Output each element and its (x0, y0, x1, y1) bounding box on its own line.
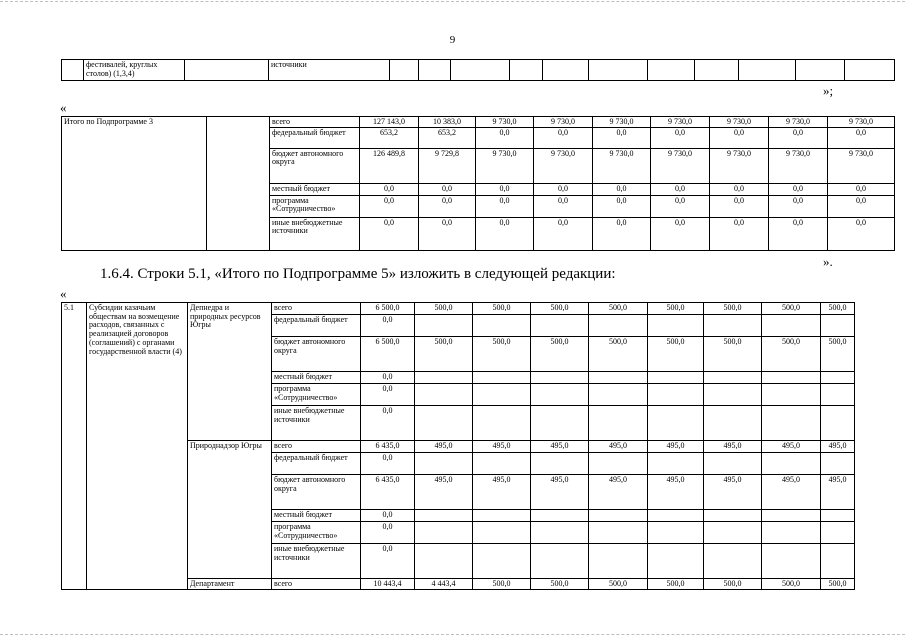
value-cell (821, 522, 855, 544)
value-cell (473, 510, 531, 522)
value-cell: 6 435,0 (361, 441, 415, 453)
funding-source-label: всего (270, 117, 360, 128)
value-cell (704, 384, 762, 406)
value-cell: 0,0 (361, 372, 415, 384)
value-cell: 0,0 (769, 217, 828, 250)
value-cell (762, 384, 821, 406)
value-cell: 9 730,0 (710, 148, 769, 183)
value-cell (415, 544, 473, 579)
value-cell (704, 453, 762, 475)
funding-source-label: программа «Сотрудничество» (272, 384, 361, 406)
value-cell: 10 383,0 (419, 117, 476, 128)
value-cell: 0,0 (769, 183, 828, 195)
value-cell (531, 544, 589, 579)
value-cell: 0,0 (419, 217, 476, 250)
value-cell: 500,0 (415, 337, 473, 372)
value-cell (415, 510, 473, 522)
value-cell: 495,0 (415, 475, 473, 510)
row-number-cell: 5.1 (62, 303, 87, 590)
value-cell: 0,0 (361, 510, 415, 522)
value-cell: 0,0 (361, 522, 415, 544)
value-cell: 0,0 (361, 544, 415, 579)
value-cell (762, 510, 821, 522)
value-cell (419, 60, 451, 81)
value-cell (390, 60, 419, 81)
value-cell: 9 730,0 (651, 148, 710, 183)
value-cell: 0,0 (476, 195, 534, 217)
value-cell (473, 372, 531, 384)
value-cell (648, 406, 704, 441)
value-cell (589, 510, 648, 522)
value-cell: 500,0 (704, 303, 762, 315)
value-cell (589, 60, 648, 81)
table-row (62, 60, 895, 81)
value-cell (762, 372, 821, 384)
scan-edge-top (0, 1, 905, 2)
value-cell: 0,0 (710, 217, 769, 250)
value-cell: 500,0 (821, 337, 855, 372)
value-cell: 500,0 (415, 303, 473, 315)
page-number: 9 (449, 34, 456, 46)
value-cell: 9 730,0 (828, 117, 895, 128)
funding-source-label: всего (272, 441, 361, 453)
value-cell: 0,0 (710, 127, 769, 148)
value-cell: 495,0 (762, 475, 821, 510)
value-cell: 10 443,4 (361, 579, 415, 590)
value-cell: 0,0 (419, 183, 476, 195)
value-cell: 0,0 (534, 195, 593, 217)
value-cell (704, 544, 762, 579)
value-cell: 500,0 (762, 337, 821, 372)
value-cell: 9 730,0 (534, 117, 593, 128)
value-cell (796, 60, 845, 81)
value-cell: 500,0 (589, 303, 648, 315)
value-cell: 495,0 (821, 475, 855, 510)
value-cell (473, 544, 531, 579)
value-cell (589, 406, 648, 441)
table-row (62, 117, 895, 128)
value-cell: 495,0 (648, 475, 704, 510)
funding-source-label: иные внебюджетные источники (270, 217, 360, 250)
value-cell (695, 60, 739, 81)
value-cell (648, 453, 704, 475)
value-cell (415, 406, 473, 441)
value-cell: 653,2 (360, 127, 419, 148)
value-cell (762, 406, 821, 441)
funding-source-label: федеральный бюджет (272, 453, 361, 475)
value-cell: 500,0 (589, 337, 648, 372)
value-cell (648, 522, 704, 544)
value-cell: 9 730,0 (534, 148, 593, 183)
value-cell (531, 453, 589, 475)
value-cell: 495,0 (473, 441, 531, 453)
table-row (62, 303, 855, 315)
value-cell (704, 372, 762, 384)
value-cell: 126 489,8 (360, 148, 419, 183)
value-cell: 127 143,0 (360, 117, 419, 128)
value-cell (704, 315, 762, 337)
value-cell (821, 510, 855, 522)
funding-source-label: федеральный бюджет (272, 315, 361, 337)
value-cell: 0,0 (476, 183, 534, 195)
value-cell: 500,0 (762, 303, 821, 315)
funding-source-label: федеральный бюджет (270, 127, 360, 148)
closing-quote-mark: »; (823, 83, 834, 98)
value-cell: 0,0 (593, 195, 651, 217)
value-cell: 0,0 (361, 406, 415, 441)
value-cell: 0,0 (361, 384, 415, 406)
value-cell: 500,0 (821, 579, 855, 590)
value-cell (648, 384, 704, 406)
value-cell (510, 60, 543, 81)
value-cell (762, 453, 821, 475)
value-cell: 0,0 (651, 183, 710, 195)
value-cell: 9 730,0 (769, 117, 828, 128)
value-cell: 0,0 (593, 217, 651, 250)
value-cell: 495,0 (821, 441, 855, 453)
value-cell: 0,0 (710, 183, 769, 195)
value-cell: 9 730,0 (769, 148, 828, 183)
value-cell: 495,0 (589, 441, 648, 453)
value-cell (648, 315, 704, 337)
value-cell (589, 522, 648, 544)
value-cell (762, 544, 821, 579)
value-cell: 0,0 (593, 183, 651, 195)
value-cell: 500,0 (473, 579, 531, 590)
value-cell (415, 522, 473, 544)
value-cell: 0,0 (476, 217, 534, 250)
subprogram-title-cell: Итого по Подпрограмме 3 (62, 117, 207, 251)
value-cell (415, 315, 473, 337)
value-cell (762, 522, 821, 544)
value-cell (415, 384, 473, 406)
value-cell (473, 453, 531, 475)
value-cell: 500,0 (704, 579, 762, 590)
source-label-cell: источники (269, 60, 390, 81)
value-cell: 500,0 (648, 579, 704, 590)
value-cell (473, 315, 531, 337)
value-cell (821, 544, 855, 579)
value-cell: 9 730,0 (476, 117, 534, 128)
value-cell: 9 730,0 (593, 117, 651, 128)
value-cell: 495,0 (762, 441, 821, 453)
value-cell (473, 406, 531, 441)
number-cell (62, 60, 84, 81)
value-cell (415, 453, 473, 475)
value-cell (543, 60, 589, 81)
table-row-5-1 (61, 302, 855, 590)
value-cell: 500,0 (762, 579, 821, 590)
value-cell: 9 730,0 (651, 117, 710, 128)
value-cell (531, 315, 589, 337)
value-cell (648, 60, 695, 81)
value-cell (648, 544, 704, 579)
value-cell (473, 522, 531, 544)
funding-source-label: иные внебюджетные источники (272, 406, 361, 441)
funding-source-label: иные внебюджетные источники (272, 544, 361, 579)
value-cell: 0,0 (419, 195, 476, 217)
value-cell: 0,0 (361, 315, 415, 337)
value-cell: 495,0 (415, 441, 473, 453)
value-cell: 0,0 (360, 217, 419, 250)
value-cell (821, 406, 855, 441)
value-cell: 500,0 (531, 579, 589, 590)
value-cell (531, 406, 589, 441)
value-cell: 4 443,4 (415, 579, 473, 590)
measure-name-cell: Субсидии казачьим обществам на возмещение расходов, связанных с реализацией договоров (соглашений) с органами государственной власти (4) (87, 303, 188, 590)
value-cell: 0,0 (769, 195, 828, 217)
value-cell: 0,0 (769, 127, 828, 148)
value-cell: 0,0 (534, 217, 593, 250)
value-cell: 500,0 (473, 303, 531, 315)
value-cell (821, 372, 855, 384)
value-cell: 495,0 (531, 475, 589, 510)
value-cell: 500,0 (821, 303, 855, 315)
value-cell: 500,0 (531, 303, 589, 315)
value-cell (531, 372, 589, 384)
scan-edge-bottom (0, 634, 905, 635)
value-cell (451, 60, 510, 81)
value-cell (531, 522, 589, 544)
value-cell: 0,0 (828, 183, 895, 195)
executor-cell (207, 117, 270, 251)
executor-name-cell: Депнедра и природных ресурсов Югры (188, 303, 272, 441)
value-cell: 0,0 (828, 195, 895, 217)
value-cell: 9 730,0 (828, 148, 895, 183)
value-cell (531, 510, 589, 522)
value-cell: 495,0 (704, 475, 762, 510)
value-cell: 0,0 (593, 127, 651, 148)
value-cell (821, 315, 855, 337)
value-cell: 500,0 (648, 337, 704, 372)
value-cell: 0,0 (534, 183, 593, 195)
value-cell: 6 435,0 (361, 475, 415, 510)
value-cell (739, 60, 796, 81)
funding-source-label: бюджет автономного округа (272, 475, 361, 510)
section-heading: 1.6.4. Строки 5.1, «Итого по Подпрограмме 5» изложить в следующей редакции: (100, 266, 616, 282)
value-cell (762, 315, 821, 337)
value-cell: 9 730,0 (710, 117, 769, 128)
value-cell: 495,0 (531, 441, 589, 453)
value-cell: 0,0 (651, 127, 710, 148)
funding-source-label: программа «Сотрудничество» (272, 522, 361, 544)
opening-quote-mark-2: « (60, 286, 67, 301)
value-cell: 653,2 (419, 127, 476, 148)
funding-source-label: программа «Сотрудничество» (270, 195, 360, 217)
value-cell (473, 384, 531, 406)
value-cell (589, 544, 648, 579)
executor-name-cell: Департамент (188, 579, 272, 590)
value-cell: 0,0 (651, 217, 710, 250)
funding-source-label: бюджет автономного округа (270, 148, 360, 183)
value-cell (704, 406, 762, 441)
value-cell: 9 729,8 (419, 148, 476, 183)
value-cell: 0,0 (651, 195, 710, 217)
value-cell: 500,0 (648, 303, 704, 315)
value-cell (821, 384, 855, 406)
executor-name-cell: Природнадзор Югры (188, 441, 272, 579)
funding-source-label: местный бюджет (270, 183, 360, 195)
value-cell: 6 500,0 (361, 303, 415, 315)
value-cell: 0,0 (360, 183, 419, 195)
measure-name-cell: фестивалей, круглых столов) (1,3,4) (84, 60, 185, 81)
funding-source-label: всего (272, 303, 361, 315)
value-cell (648, 510, 704, 522)
value-cell: 495,0 (704, 441, 762, 453)
value-cell: 0,0 (828, 127, 895, 148)
value-cell (648, 372, 704, 384)
value-cell: 500,0 (531, 337, 589, 372)
value-cell (531, 384, 589, 406)
table-fragment-top (61, 59, 895, 81)
value-cell: 0,0 (361, 453, 415, 475)
value-cell: 500,0 (704, 337, 762, 372)
value-cell: 495,0 (589, 475, 648, 510)
value-cell (415, 372, 473, 384)
value-cell (704, 522, 762, 544)
value-cell: 500,0 (589, 579, 648, 590)
funding-source-label: всего (272, 579, 361, 590)
value-cell: 6 500,0 (361, 337, 415, 372)
value-cell: 0,0 (476, 127, 534, 148)
value-cell (589, 453, 648, 475)
value-cell (704, 510, 762, 522)
closing-quote-mark-2: ». (823, 254, 833, 269)
value-cell: 500,0 (473, 337, 531, 372)
value-cell: 9 730,0 (476, 148, 534, 183)
value-cell (821, 453, 855, 475)
value-cell (589, 315, 648, 337)
value-cell: 0,0 (360, 195, 419, 217)
value-cell (589, 372, 648, 384)
opening-quote-mark: « (60, 100, 67, 115)
value-cell: 0,0 (828, 217, 895, 250)
table-subprogram3-total (61, 116, 895, 251)
funding-source-label: бюджет автономного округа (272, 337, 361, 372)
value-cell: 495,0 (648, 441, 704, 453)
executor-cell (185, 60, 269, 81)
value-cell: 495,0 (473, 475, 531, 510)
value-cell: 0,0 (534, 127, 593, 148)
value-cell (589, 384, 648, 406)
funding-source-label: местный бюджет (272, 510, 361, 522)
value-cell: 9 730,0 (593, 148, 651, 183)
value-cell (845, 60, 895, 81)
value-cell: 0,0 (710, 195, 769, 217)
funding-source-label: местный бюджет (272, 372, 361, 384)
